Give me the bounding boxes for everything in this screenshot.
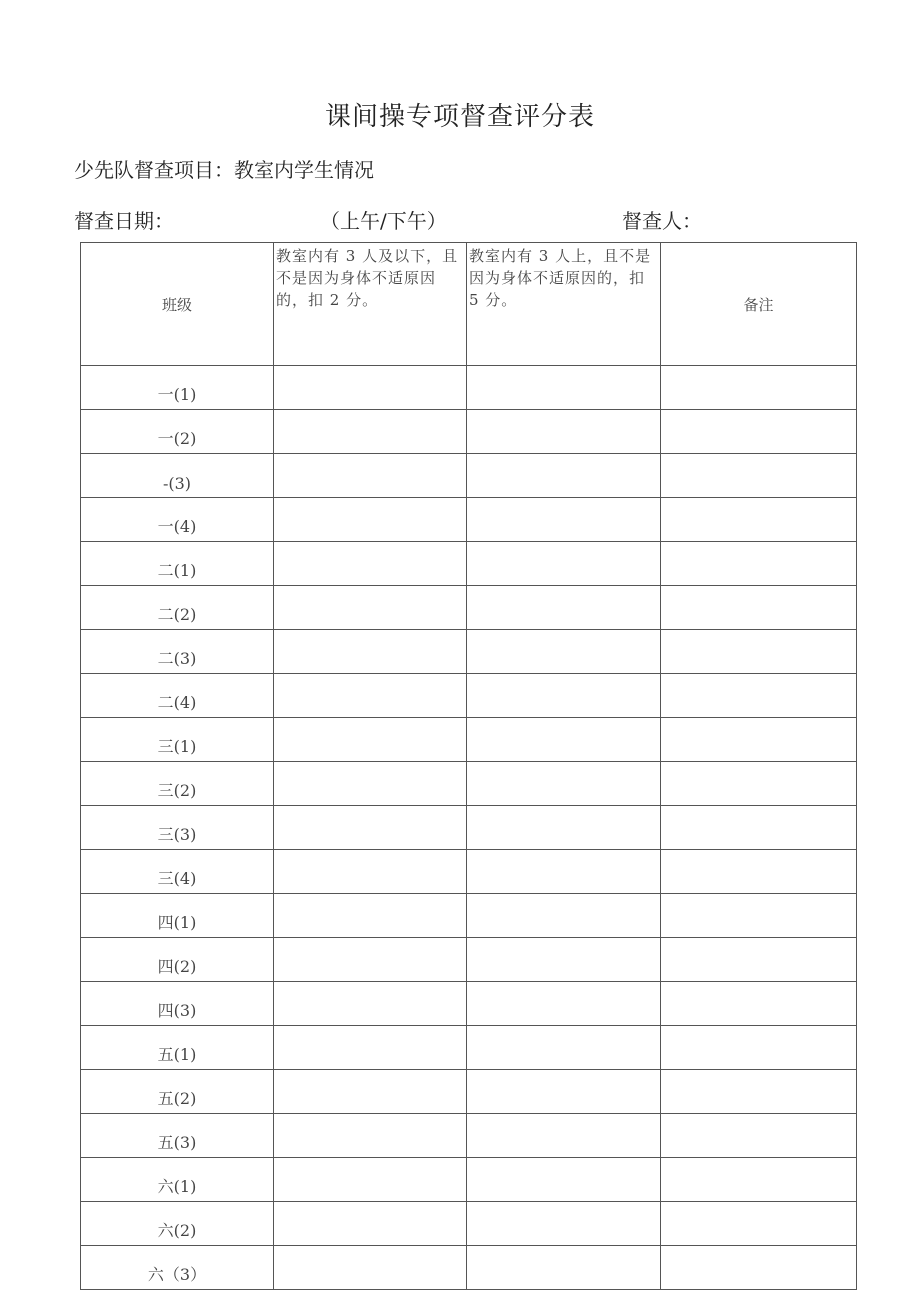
remarks-cell[interactable] [661,982,857,1026]
remarks-cell[interactable] [661,630,857,674]
deduct-2-cell[interactable] [274,938,467,982]
deduct-5-cell[interactable] [467,1202,661,1246]
remarks-cell[interactable] [661,894,857,938]
deduct-5-cell[interactable] [467,1114,661,1158]
header-deduct-2: 教室内有 3 人及以下，且不是因为身体不适原因的，扣 2 分。 [274,243,467,366]
header-remarks: 备注 [661,243,857,366]
deduct-2-cell[interactable] [274,1070,467,1114]
class-name-cell: 二(1) [81,542,274,586]
deduct-2-cell[interactable] [274,894,467,938]
table-row [81,1158,857,1202]
class-name-cell: 三(2) [81,762,274,806]
score-table [80,242,857,1290]
deduct-5-cell[interactable] [467,630,661,674]
deduct-5-cell[interactable] [467,938,661,982]
class-name-cell: 六(1) [81,1158,274,1202]
class-name-cell: -(3) [81,454,274,498]
remarks-cell[interactable] [661,1246,857,1290]
deduct-2-cell[interactable] [274,1158,467,1202]
table-row [81,366,857,410]
deduct-2-cell[interactable] [274,1202,467,1246]
class-name-cell: 三(1) [81,718,274,762]
class-name-cell: 四(1) [81,894,274,938]
table-row [81,850,857,894]
remarks-cell[interactable] [661,1026,857,1070]
deduct-2-cell[interactable] [274,1114,467,1158]
remarks-cell[interactable] [661,1158,857,1202]
remarks-cell[interactable] [661,1202,857,1246]
table-row [81,938,857,982]
remarks-cell[interactable] [661,1114,857,1158]
class-name-cell: 一(4) [81,498,274,542]
class-name-cell: 二(2) [81,586,274,630]
deduct-2-cell[interactable] [274,850,467,894]
deduct-2-cell[interactable] [274,410,467,454]
table-row [81,674,857,718]
class-name-cell: 四(2) [81,938,274,982]
remarks-cell[interactable] [661,542,857,586]
table-row [81,1026,857,1070]
class-name-cell: 二(4) [81,674,274,718]
deduct-2-cell[interactable] [274,806,467,850]
table-row [81,1070,857,1114]
class-name-cell: 一(1) [81,366,274,410]
deduct-2-cell[interactable] [274,674,467,718]
class-name-cell: 五(1) [81,1026,274,1070]
remarks-cell[interactable] [661,410,857,454]
deduct-2-cell[interactable] [274,498,467,542]
table-row [81,1246,857,1290]
class-name-cell: 三(4) [81,850,274,894]
header-class: 班级 [81,243,274,366]
deduct-5-cell[interactable] [467,498,661,542]
session-option: （上午/下午） [320,209,447,233]
class-name-cell: 一(2) [81,410,274,454]
table-row [81,982,857,1026]
deduct-5-cell[interactable] [467,762,661,806]
class-name-cell: 五(3) [81,1114,274,1158]
form-title: 课间操专项督查评分表 [324,102,595,132]
remarks-cell[interactable] [661,586,857,630]
class-name-cell: 四(3) [81,982,274,1026]
deduct-5-cell[interactable] [467,806,661,850]
remarks-cell[interactable] [661,938,857,982]
remarks-cell[interactable] [661,850,857,894]
remarks-cell[interactable] [661,366,857,410]
table-row [81,806,857,850]
deduct-2-cell[interactable] [274,982,467,1026]
table-row [81,1202,857,1246]
remarks-cell[interactable] [661,1070,857,1114]
remarks-cell[interactable] [661,674,857,718]
deduct-5-cell[interactable] [467,674,661,718]
deduct-2-cell[interactable] [274,586,467,630]
deduct-5-cell[interactable] [467,1246,661,1290]
deduct-2-cell[interactable] [274,1026,467,1070]
remarks-cell[interactable] [661,718,857,762]
table-row [81,894,857,938]
deduct-2-cell[interactable] [274,630,467,674]
class-name-cell: 五(2) [81,1070,274,1114]
deduct-5-cell[interactable] [467,410,661,454]
deduct-2-cell[interactable] [274,762,467,806]
deduct-5-cell[interactable] [467,982,661,1026]
table-row [81,410,857,454]
table-row [81,498,857,542]
deduct-2-cell[interactable] [274,366,467,410]
deduct-5-cell[interactable] [467,1026,661,1070]
inspection-date-label: 督查日期： [74,209,174,233]
remarks-cell[interactable] [661,762,857,806]
header-row [81,243,857,366]
deduct-5-cell[interactable] [467,542,661,586]
class-name-cell: 六(2) [81,1202,274,1246]
class-name-cell: 二(3) [81,630,274,674]
deduct-2-cell[interactable] [274,454,467,498]
inspection-project: 少先队督查项目：教室内学生情况 [74,158,374,182]
table-row [81,630,857,674]
remarks-cell[interactable] [661,498,857,542]
deduct-5-cell[interactable] [467,366,661,410]
class-name-cell: 三(3) [81,806,274,850]
deduct-2-cell[interactable] [274,1246,467,1290]
table-row [81,762,857,806]
table-row [81,586,857,630]
deduct-5-cell[interactable] [467,586,661,630]
deduct-2-cell[interactable] [274,542,467,586]
deduct-5-cell[interactable] [467,454,661,498]
remarks-cell[interactable] [661,454,857,498]
table-row [81,542,857,586]
inspector-label: 督查人： [622,209,702,233]
class-name-cell: 六（3） [81,1246,274,1290]
remarks-cell[interactable] [661,806,857,850]
table-row [81,1114,857,1158]
deduct-5-cell[interactable] [467,894,661,938]
deduct-5-cell[interactable] [467,850,661,894]
deduct-5-cell[interactable] [467,718,661,762]
table-row [81,454,857,498]
deduct-5-cell[interactable] [467,1070,661,1114]
deduct-5-cell[interactable] [467,1158,661,1202]
header-deduct-5: 教室内有 3 人上，且不是因为身体不适原因的，扣 5 分。 [467,243,661,366]
table-row [81,718,857,762]
deduct-2-cell[interactable] [274,718,467,762]
